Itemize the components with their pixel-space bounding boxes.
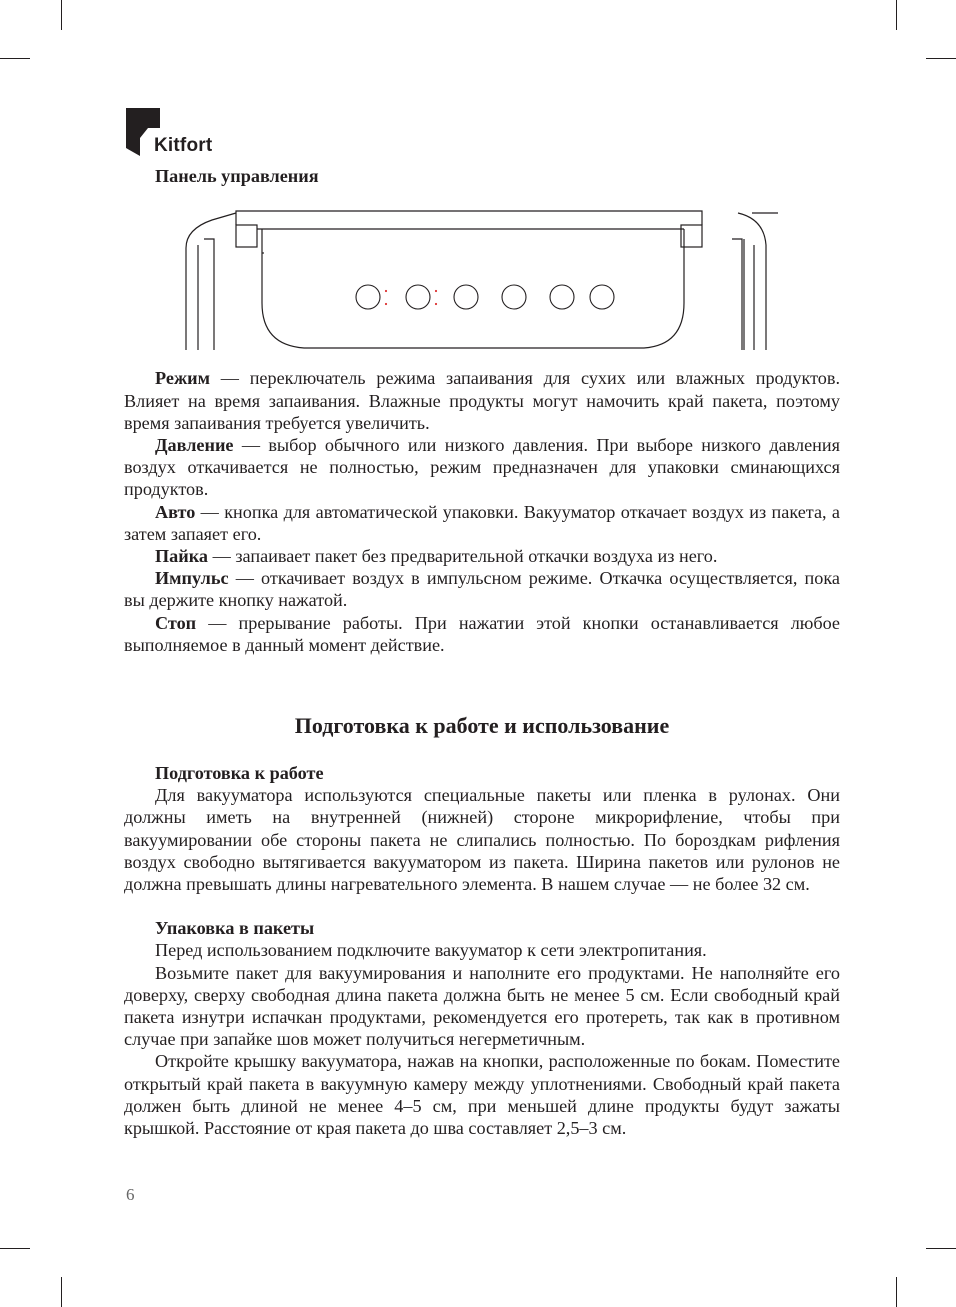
pulse-button-icon xyxy=(550,285,574,309)
brand-logo xyxy=(126,108,226,158)
packing-title: Упаковка в пакеты xyxy=(155,918,315,939)
control-panel-diagram xyxy=(124,193,840,350)
crop-mark xyxy=(61,0,62,30)
crop-mark xyxy=(0,1248,30,1249)
section-title: Подготовка к работе и использование xyxy=(294,713,670,739)
crop-mark xyxy=(0,58,30,59)
page-content xyxy=(124,165,840,1139)
stop-button-icon xyxy=(590,285,614,309)
panel-item: Стоп — прерывание работы. При нажатии этой кнопки останавливается любое выполняемое в данный момент действие. xyxy=(124,612,841,655)
crop-mark xyxy=(926,58,956,59)
brand-name: Kitfort xyxy=(154,135,213,156)
panel-item: Режим — переключатель режима запаивания для сухих или влажных продуктов. Влияет на время запаивания. Влажные продукты могут намочить край пакета, поэтому время запаивания требуется увеличить. xyxy=(124,368,841,433)
panel-item: Импульс — откачивает воздух в импульсном режиме. Откачка осуществляется, пока вы держите кнопку нажатой. xyxy=(124,568,841,611)
pressure-button-icon xyxy=(406,285,430,309)
page-number: 6 xyxy=(126,1185,135,1204)
packing-paragraph: Откройте крышку вакууматора, нажав на кнопки, расположенные по бокам. Поместите открытый край пакета в вакуумную камеру между уплотнениями. Свободный край пакета должен быть длиной не менее 4–5 см, при меньшей длине продукты будут зажаты крышкой. Расстояние от края пакета до шва составляет 2,5–3 см. xyxy=(124,1051,840,1139)
panel-title: Панель управления xyxy=(155,166,319,186)
panel-item: Авто — кнопка для автоматической упаковки. Вакууматор откачает воздух из пакета, а затем запаяет его. xyxy=(124,501,840,544)
crop-mark xyxy=(61,1277,62,1307)
panel-item: Пайка — запаивает пакет без предварительной откачки воздуха из него. xyxy=(155,546,718,567)
crop-mark xyxy=(896,0,897,30)
packing-paragraph: Перед использованием подключите вакууматор к сети электропитания. xyxy=(155,940,707,961)
crop-mark xyxy=(896,1277,897,1307)
prep-title: Подготовка к работе xyxy=(155,763,324,784)
mode-button-icon xyxy=(356,285,380,309)
auto-button-icon xyxy=(454,285,478,309)
prep-paragraph: Для вакууматора используются специальные пакеты или пленка в рулонах. Они должны иметь на внутренней (нижней) стороне микрорифление, чтобы при вакуумировании обе стороны пакета не слипались полностью. По бороздкам рифления воздух свободно вытягивается вакууматором из пакета. Ширина пакетов или рулонов не должна превышать длины нагревательного элемента. В нашем случае — не более 32 см. xyxy=(124,785,840,895)
panel-item: Давление — выбор обычного или низкого давления. При выборе низкого давления воздух откачивается не полностью, режим предназначен для упаковки сминающихся продуктов. xyxy=(124,435,841,500)
packing-paragraph: Возьмите пакет для вакуумирования и наполните его продуктами. Не наполняйте его доверху, сверху свободная длина пакета должна быть не менее 5 см. Если свободный край пакета изнутри испачкан продуктами, рекомендуется его протереть, так как в противном случае при запайке шов может получиться негерметичным. xyxy=(124,962,840,1050)
seal-button-icon xyxy=(502,285,526,309)
crop-mark xyxy=(926,1248,956,1249)
